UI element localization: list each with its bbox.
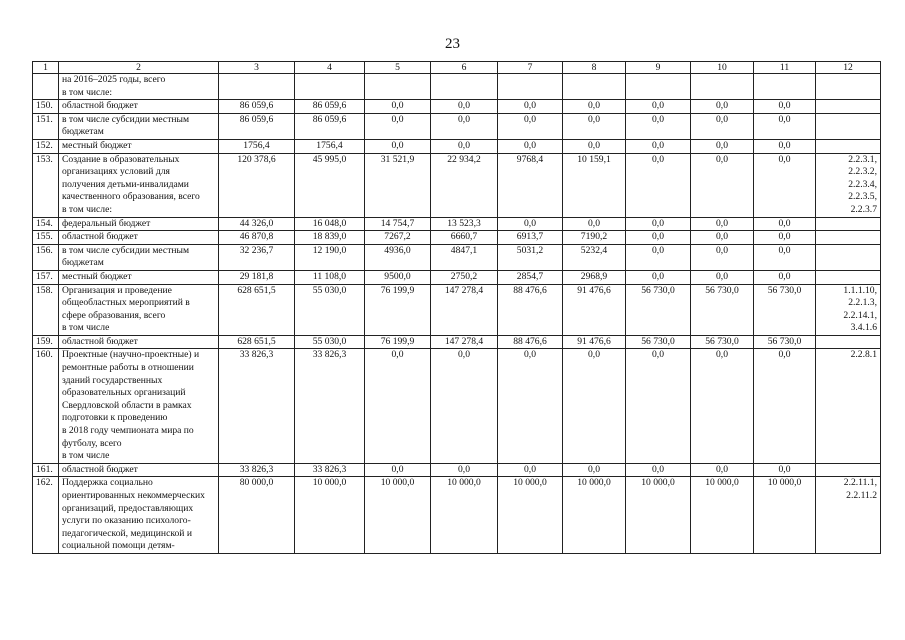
value-cell: 0,0 <box>365 113 431 139</box>
value-cell: 0,0 <box>691 153 754 217</box>
value-cell: 0,0 <box>626 139 691 153</box>
value-cell: 0,0 <box>754 139 816 153</box>
value-cell: 9500,0 <box>365 270 431 284</box>
value-cell <box>563 74 626 100</box>
value-cell: 0,0 <box>626 100 691 114</box>
value-cell: 0,0 <box>691 139 754 153</box>
value-cell: 55 030,0 <box>295 335 365 349</box>
value-cell: 0,0 <box>626 231 691 245</box>
value-cell: 0,0 <box>754 463 816 477</box>
value-cell: 0,0 <box>754 100 816 114</box>
target-indicators: 2.2.11.1, 2.2.11.2 <box>816 477 881 554</box>
value-cell: 56 730,0 <box>754 284 816 335</box>
budget-table <box>32 61 881 554</box>
value-cell: 2750,2 <box>431 270 498 284</box>
target-indicators <box>816 463 881 477</box>
value-cell <box>626 74 691 100</box>
row-number: 157. <box>33 270 59 284</box>
value-cell: 0,0 <box>626 463 691 477</box>
column-number-12: 12 <box>816 62 881 74</box>
row-number: 162. <box>33 477 59 554</box>
value-cell: 2854,7 <box>498 270 563 284</box>
row-name: областной бюджет <box>59 100 219 114</box>
column-number-4: 4 <box>295 62 365 74</box>
value-cell: 4936,0 <box>365 244 431 270</box>
value-cell: 0,0 <box>754 113 816 139</box>
value-cell: 0,0 <box>498 113 563 139</box>
value-cell: 0,0 <box>691 100 754 114</box>
value-cell: 88 476,6 <box>498 284 563 335</box>
value-cell: 9768,4 <box>498 153 563 217</box>
value-cell: 33 826,3 <box>295 349 365 463</box>
value-cell: 86 059,6 <box>295 100 365 114</box>
table-row <box>33 139 881 153</box>
value-cell: 0,0 <box>365 100 431 114</box>
value-cell: 7267,2 <box>365 231 431 245</box>
value-cell: 0,0 <box>498 100 563 114</box>
value-cell: 32 236,7 <box>219 244 295 270</box>
table-row <box>33 217 881 231</box>
value-cell: 76 199,9 <box>365 335 431 349</box>
value-cell: 56 730,0 <box>626 284 691 335</box>
value-cell: 147 278,4 <box>431 335 498 349</box>
value-cell: 5031,2 <box>498 244 563 270</box>
value-cell <box>498 74 563 100</box>
value-cell: 0,0 <box>691 217 754 231</box>
value-cell: 0,0 <box>626 217 691 231</box>
row-name: Организация и проведение общеобластных мероприятий в сфере образования, всего в том числе <box>59 284 219 335</box>
value-cell: 18 839,0 <box>295 231 365 245</box>
value-cell: 33 826,3 <box>219 463 295 477</box>
value-cell: 91 476,6 <box>563 335 626 349</box>
row-number: 159. <box>33 335 59 349</box>
target-indicators <box>816 139 881 153</box>
value-cell: 628 651,5 <box>219 284 295 335</box>
value-cell <box>754 74 816 100</box>
row-name: федеральный бюджет <box>59 217 219 231</box>
table-row <box>33 153 881 217</box>
value-cell: 0,0 <box>365 139 431 153</box>
value-cell: 86 059,6 <box>219 100 295 114</box>
value-cell: 0,0 <box>431 100 498 114</box>
value-cell: 5232,4 <box>563 244 626 270</box>
value-cell: 0,0 <box>626 349 691 463</box>
row-number: 150. <box>33 100 59 114</box>
value-cell: 0,0 <box>691 113 754 139</box>
value-cell: 0,0 <box>431 349 498 463</box>
target-indicators: 2.2.3.1, 2.2.3.2, 2.2.3.4, 2.2.3.5, 2.2.3.7 <box>816 153 881 217</box>
value-cell: 0,0 <box>691 231 754 245</box>
value-cell: 0,0 <box>498 463 563 477</box>
value-cell: 120 378,6 <box>219 153 295 217</box>
value-cell: 0,0 <box>563 463 626 477</box>
column-number-7: 7 <box>498 62 563 74</box>
value-cell: 33 826,3 <box>219 349 295 463</box>
value-cell: 12 190,0 <box>295 244 365 270</box>
value-cell <box>219 74 295 100</box>
row-name: областной бюджет <box>59 335 219 349</box>
target-indicators: 2.2.8.1 <box>816 349 881 463</box>
row-number: 152. <box>33 139 59 153</box>
value-cell: 0,0 <box>563 100 626 114</box>
value-cell: 10 000,0 <box>754 477 816 554</box>
value-cell <box>691 74 754 100</box>
value-cell: 0,0 <box>563 349 626 463</box>
target-indicators <box>816 217 881 231</box>
row-number: 156. <box>33 244 59 270</box>
row-name: Поддержка социально ориентированных некоммерческих организаций, предоставляющих услуги по оказанию психолого-педагогической, медицинской и социальной помощи детям- <box>59 477 219 554</box>
row-name: местный бюджет <box>59 270 219 284</box>
row-name: Проектные (научно-проектные) и ремонтные работы в отношении зданий государственных образовательных организаций Свердловской области в рамках подготовки к проведению в 2018 году чемпионата мира по футболу, всего в том числе <box>59 349 219 463</box>
value-cell: 16 048,0 <box>295 217 365 231</box>
table-row <box>33 270 881 284</box>
value-cell: 0,0 <box>691 270 754 284</box>
value-cell: 6660,7 <box>431 231 498 245</box>
value-cell: 88 476,6 <box>498 335 563 349</box>
value-cell: 0,0 <box>498 139 563 153</box>
value-cell: 10 000,0 <box>691 477 754 554</box>
value-cell: 10 000,0 <box>365 477 431 554</box>
value-cell: 0,0 <box>563 217 626 231</box>
table-row <box>33 113 881 139</box>
column-number-5: 5 <box>365 62 431 74</box>
value-cell: 0,0 <box>754 153 816 217</box>
value-cell: 44 326,0 <box>219 217 295 231</box>
value-cell: 14 754,7 <box>365 217 431 231</box>
page-number: 23 <box>445 36 460 52</box>
value-cell: 147 278,4 <box>431 284 498 335</box>
value-cell: 56 730,0 <box>691 335 754 349</box>
value-cell: 0,0 <box>754 349 816 463</box>
row-name: в том числе субсидии местным бюджетам <box>59 244 219 270</box>
row-name: областной бюджет <box>59 463 219 477</box>
row-number <box>33 74 59 100</box>
value-cell: 0,0 <box>754 270 816 284</box>
value-cell: 46 870,8 <box>219 231 295 245</box>
row-number: 154. <box>33 217 59 231</box>
value-cell: 1756,4 <box>219 139 295 153</box>
value-cell: 0,0 <box>626 113 691 139</box>
value-cell: 10 000,0 <box>498 477 563 554</box>
value-cell: 56 730,0 <box>626 335 691 349</box>
value-cell: 86 059,6 <box>219 113 295 139</box>
value-cell <box>365 74 431 100</box>
value-cell: 1756,4 <box>295 139 365 153</box>
value-cell: 10 000,0 <box>626 477 691 554</box>
column-number-2: 2 <box>59 62 219 74</box>
target-indicators <box>816 244 881 270</box>
value-cell <box>431 74 498 100</box>
value-cell: 0,0 <box>431 113 498 139</box>
value-cell: 80 000,0 <box>219 477 295 554</box>
value-cell: 0,0 <box>691 349 754 463</box>
column-number-10: 10 <box>691 62 754 74</box>
value-cell: 86 059,6 <box>295 113 365 139</box>
value-cell: 56 730,0 <box>691 284 754 335</box>
value-cell: 76 199,9 <box>365 284 431 335</box>
value-cell: 0,0 <box>563 113 626 139</box>
value-cell: 11 108,0 <box>295 270 365 284</box>
value-cell: 33 826,3 <box>295 463 365 477</box>
table-row <box>33 335 881 349</box>
value-cell: 0,0 <box>498 349 563 463</box>
value-cell: 628 651,5 <box>219 335 295 349</box>
table-row <box>33 244 881 270</box>
value-cell: 55 030,0 <box>295 284 365 335</box>
value-cell <box>295 74 365 100</box>
column-number-9: 9 <box>626 62 691 74</box>
value-cell: 10 159,1 <box>563 153 626 217</box>
value-cell: 0,0 <box>431 463 498 477</box>
target-indicators <box>816 113 881 139</box>
value-cell: 56 730,0 <box>754 335 816 349</box>
row-name: областной бюджет <box>59 231 219 245</box>
value-cell: 0,0 <box>626 153 691 217</box>
value-cell: 10 000,0 <box>563 477 626 554</box>
target-indicators <box>816 74 881 100</box>
value-cell: 0,0 <box>626 270 691 284</box>
value-cell: 0,0 <box>691 244 754 270</box>
row-number: 160. <box>33 349 59 463</box>
value-cell: 4847,1 <box>431 244 498 270</box>
row-name: в том числе субсидии местным бюджетам <box>59 113 219 139</box>
value-cell: 10 000,0 <box>295 477 365 554</box>
value-cell: 0,0 <box>365 349 431 463</box>
column-number-8: 8 <box>563 62 626 74</box>
value-cell: 22 934,2 <box>431 153 498 217</box>
value-cell: 0,0 <box>431 139 498 153</box>
value-cell: 13 523,3 <box>431 217 498 231</box>
table-row <box>33 349 881 463</box>
value-cell: 0,0 <box>498 217 563 231</box>
value-cell: 0,0 <box>754 244 816 270</box>
column-number-11: 11 <box>754 62 816 74</box>
value-cell: 91 476,6 <box>563 284 626 335</box>
value-cell: 0,0 <box>365 463 431 477</box>
column-number-3: 3 <box>219 62 295 74</box>
row-name: Создание в образовательных организациях условий для получения детьми-инвалидами качественного образования, всего в том числе: <box>59 153 219 217</box>
row-name: на 2016–2025 годы, всего в том числе: <box>59 74 219 100</box>
target-indicators <box>816 270 881 284</box>
value-cell: 0,0 <box>626 244 691 270</box>
row-name: местный бюджет <box>59 139 219 153</box>
table-row <box>33 231 881 245</box>
column-number-6: 6 <box>431 62 498 74</box>
column-number-1: 1 <box>33 62 59 74</box>
table-row <box>33 477 881 554</box>
row-number: 155. <box>33 231 59 245</box>
value-cell: 0,0 <box>691 463 754 477</box>
table-row <box>33 463 881 477</box>
table-row <box>33 100 881 114</box>
target-indicators <box>816 335 881 349</box>
table-row <box>33 284 881 335</box>
value-cell: 45 995,0 <box>295 153 365 217</box>
column-number-row <box>33 62 881 74</box>
value-cell: 0,0 <box>754 231 816 245</box>
row-number: 153. <box>33 153 59 217</box>
row-number: 161. <box>33 463 59 477</box>
value-cell: 7190,2 <box>563 231 626 245</box>
row-number: 151. <box>33 113 59 139</box>
table-row <box>33 74 881 100</box>
row-number: 158. <box>33 284 59 335</box>
value-cell: 29 181,8 <box>219 270 295 284</box>
value-cell: 0,0 <box>754 217 816 231</box>
value-cell: 6913,7 <box>498 231 563 245</box>
value-cell: 2968,9 <box>563 270 626 284</box>
value-cell: 10 000,0 <box>431 477 498 554</box>
value-cell: 31 521,9 <box>365 153 431 217</box>
target-indicators <box>816 231 881 245</box>
target-indicators: 1.1.1.10, 2.2.1.3, 2.2.14.1, 3.4.1.6 <box>816 284 881 335</box>
value-cell: 0,0 <box>563 139 626 153</box>
target-indicators <box>816 100 881 114</box>
